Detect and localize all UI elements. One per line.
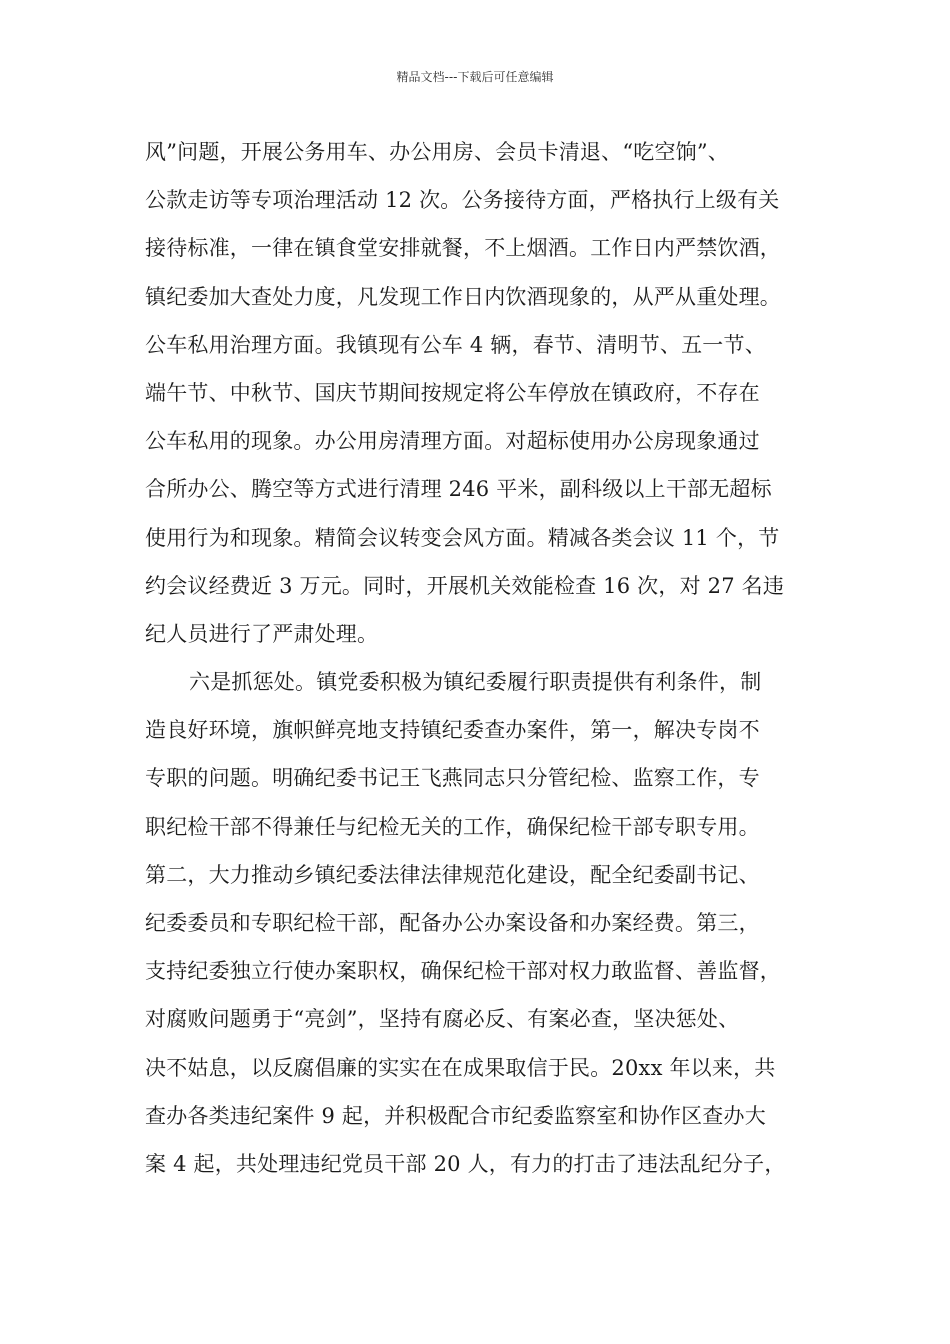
text-line: 公款走访等专项治理活动 12 次。公务接待方面，严格执行上级有关 bbox=[145, 188, 780, 213]
body-text bbox=[145, 128, 825, 1188]
text-line: 接待标准，一律在镇食堂安排就餐，不上烟酒。工作日内严禁饮酒， bbox=[145, 236, 781, 261]
paragraph-start-line: 六是抓惩处。镇党委积极为镇纪委履行职责提供有利条件，制 bbox=[189, 670, 762, 695]
text-line: 纪人员进行了严肃处理。 bbox=[145, 621, 379, 646]
text-line: 造良好环境，旗帜鲜亮地支持镇纪委查办案件，第一，解决专岗不 bbox=[145, 718, 760, 743]
text-line: 第二，大力推动乡镇纪委法律法律规范化建设，配全纪委副书记、 bbox=[145, 862, 760, 887]
text-line: 使用行为和现象。精简会议转变会风方面。精减各类会议 11 个，节 bbox=[145, 525, 780, 550]
text-line: 公车私用的现象。办公用房清理方面。对超标使用办公房现象通过 bbox=[145, 429, 760, 454]
page-header: 精品文档---下载后可任意编辑 bbox=[396, 70, 554, 84]
text-line: 约会议经费近 3 万元。同时，开展机关效能检查 16 次，对 27 名违 bbox=[145, 573, 785, 598]
text-line: 风”问题，开展公务用车、办公用房、会员卡清退、“吃空饷”、 bbox=[145, 140, 730, 164]
text-line: 公车私用治理方面。我镇现有公车 4 辆，春节、清明节、五一节、 bbox=[145, 332, 766, 357]
text-line: 支持纪委独立行使办案职权，确保纪检干部对权力敢监督、善监督， bbox=[145, 959, 781, 984]
text-line: 纪委委员和专职纪检干部，配备办公办案设备和办案经费。第三， bbox=[145, 911, 760, 935]
text-line: 查办各类违纪案件 9 起，并积极配合市纪委监察室和协作区查办大 bbox=[145, 1103, 766, 1128]
text-line: 合所办公、腾空等方式进行清理 246 平米，副科级以上干部无超标 bbox=[145, 477, 772, 502]
text-line: 职纪检干部不得兼任与纪检无关的工作，确保纪检干部专职专用。 bbox=[145, 814, 760, 839]
text-line: 端午节、中秋节、国庆节期间按规定将公车停放在镇政府，不存在 bbox=[145, 380, 760, 405]
text-line: 决不姑息，以反腐倡廉的实实在在成果取信于民。20xx 年以来，共 bbox=[145, 1055, 776, 1080]
text-line: 对腐败问题勇于“亮剑”，坚持有腐必反、有案必查，坚决惩处、 bbox=[145, 1007, 740, 1032]
text-line: 案 4 起，共处理违纪党员干部 20 人，有力的打击了违法乱纪分子， bbox=[145, 1151, 786, 1176]
text-line: 镇纪委加大查处力度，凡发现工作日内饮酒现象的，从严从重处理。 bbox=[145, 284, 781, 309]
text-line: 专职的问题。明确纪委书记王飞燕同志只分管纪检、监察工作，专 bbox=[145, 766, 760, 791]
